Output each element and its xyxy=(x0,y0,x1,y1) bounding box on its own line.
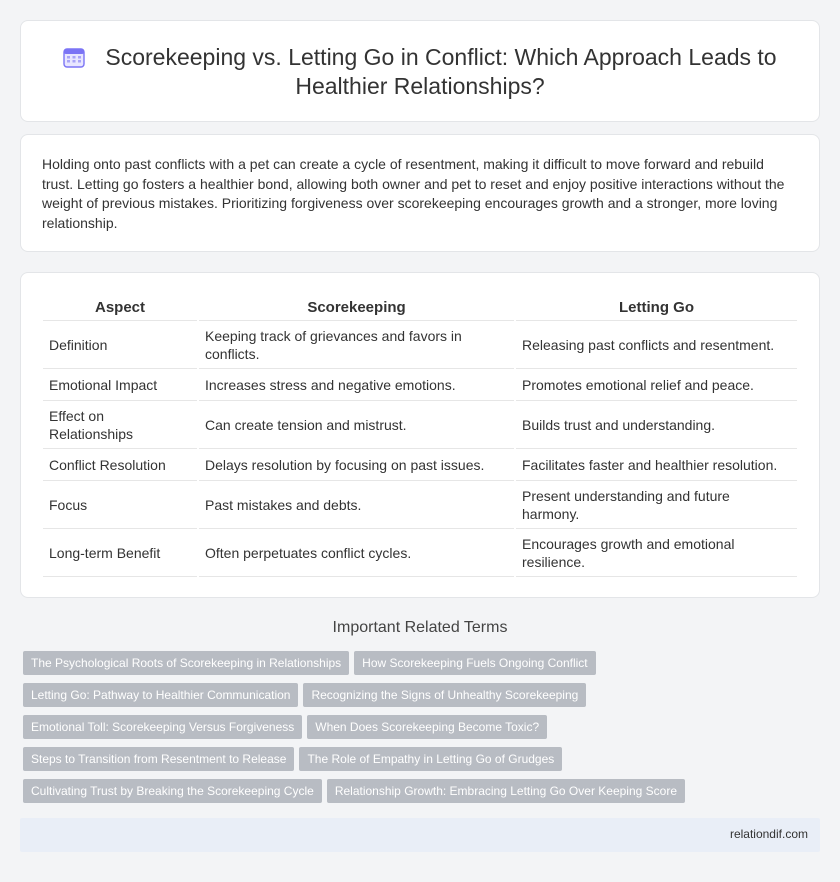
table-cell: Definition xyxy=(43,321,197,369)
header-aspect: Aspect xyxy=(43,295,197,321)
related-term-tag[interactable]: Cultivating Trust by Breaking the Scorekeeping Cycle xyxy=(23,779,322,803)
table-cell: Often perpetuates conflict cycles. xyxy=(199,529,514,577)
related-term-tag[interactable]: Relationship Growth: Embracing Letting Go Over Keeping Score xyxy=(327,779,685,803)
header-scorekeeping: Scorekeeping xyxy=(199,295,514,321)
table-row xyxy=(43,529,797,577)
table-row xyxy=(43,449,797,481)
header-card xyxy=(20,20,820,122)
related-term-tag[interactable]: Recognizing the Signs of Unhealthy Scorekeeping xyxy=(303,683,586,707)
table-cell: Past mistakes and debts. xyxy=(199,481,514,529)
page-title xyxy=(21,43,819,101)
table-cell: Conflict Resolution xyxy=(43,449,197,481)
table-row xyxy=(43,321,797,369)
related-term-tag[interactable]: The Psychological Roots of Scorekeeping in Relationships xyxy=(23,651,349,675)
table-row xyxy=(43,481,797,529)
table-header-row xyxy=(43,295,797,321)
intro-card xyxy=(20,134,820,252)
table-cell: Keeping track of grievances and favors in conflicts. xyxy=(199,321,514,369)
table-cell: Effect on Relationships xyxy=(43,401,197,449)
table-cell: Builds trust and understanding. xyxy=(516,401,797,449)
tag-row xyxy=(23,651,803,683)
tag-row xyxy=(23,747,803,779)
related-terms-title: Important Related Terms xyxy=(332,619,508,636)
related-term-tag[interactable]: When Does Scorekeeping Become Toxic? xyxy=(307,715,547,739)
table-cell: Focus xyxy=(43,481,197,529)
footer xyxy=(20,818,820,852)
table-cell: Releasing past conflicts and resentment. xyxy=(516,321,797,369)
table-row xyxy=(43,369,797,401)
table-cell: Encourages growth and emotional resilience. xyxy=(516,529,797,577)
related-term-tag[interactable]: Steps to Transition from Resentment to Release xyxy=(23,747,294,771)
header-letting-go: Letting Go xyxy=(516,295,797,321)
comparison-table xyxy=(41,295,799,577)
table-cell: Can create tension and mistrust. xyxy=(199,401,514,449)
header xyxy=(21,43,819,101)
table-cell: Present understanding and future harmony. xyxy=(516,481,797,529)
related-term-tag[interactable]: Emotional Toll: Scorekeeping Versus Forgiveness xyxy=(23,715,302,739)
calendar-icon xyxy=(63,46,85,68)
table-cell: Long-term Benefit xyxy=(43,529,197,577)
table-cell: Facilitates faster and healthier resolution. xyxy=(516,449,797,481)
intro-paragraph: Holding onto past conflicts with a pet can create a cycle of resentment, making it difficult to move forward and rebuild trust. Letting go fosters a healthier bond, allowing both owner and pet to reset and enjoy positive interactions without the weight of previous mistakes. Prioritizing forgiveness over scorekeeping encourages growth and a stronger, more loving relationship. xyxy=(42,156,785,231)
related-term-tag[interactable]: The Role of Empathy in Letting Go of Grudges xyxy=(299,747,562,771)
related-terms-list xyxy=(23,651,803,811)
table-cell: Emotional Impact xyxy=(43,369,197,401)
table-cell: Increases stress and negative emotions. xyxy=(199,369,514,401)
tag-row xyxy=(23,715,803,747)
page-title-text: Scorekeeping vs. Letting Go in Conflict: Which Approach Leads to Healthier Relationships? xyxy=(105,44,777,99)
footer-site-link[interactable]: relationdif.com xyxy=(729,827,808,841)
table-cell: Delays resolution by focusing on past issues. xyxy=(199,449,514,481)
comparison-table-card xyxy=(20,272,820,598)
table-row xyxy=(43,401,797,449)
related-term-tag[interactable]: How Scorekeeping Fuels Ongoing Conflict xyxy=(354,651,595,675)
tag-row xyxy=(23,683,803,715)
table-cell: Promotes emotional relief and peace. xyxy=(516,369,797,401)
related-term-tag[interactable]: Letting Go: Pathway to Healthier Communication xyxy=(23,683,298,707)
tag-row xyxy=(23,779,803,811)
